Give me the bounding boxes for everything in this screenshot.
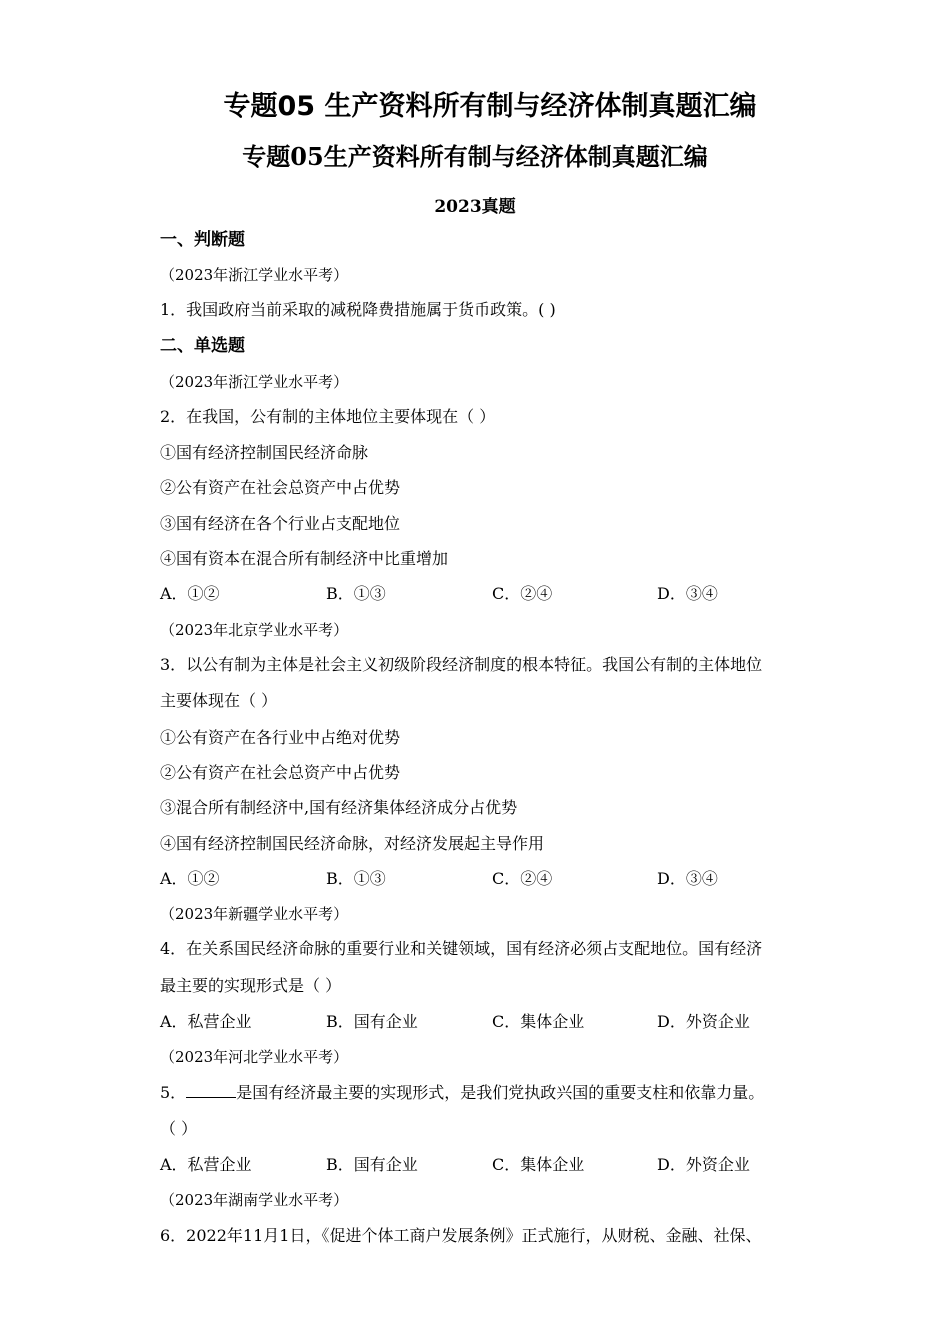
option-c[interactable]: C．②④ (492, 869, 553, 888)
question-2-source: （2023年浙江学业水平考） (160, 373, 349, 391)
sub-title: 专题05生产资料所有制与经济体制真题汇编 (242, 142, 708, 171)
option-a[interactable]: A．①② (160, 869, 220, 888)
option-d[interactable]: D．③④ (657, 869, 718, 888)
option-c[interactable]: C．②④ (492, 584, 553, 603)
question-2-item: ②公有资产在社会总资产中占优势 (160, 478, 401, 497)
option-b[interactable]: B．国有企业 (326, 1155, 418, 1174)
question-1-text: 1．我国政府当前采取的减税降费措施属于货币政策。( ) (160, 300, 556, 319)
option-a[interactable]: A．①② (160, 584, 220, 603)
question-4-source: （2023年新疆学业水平考） (160, 905, 349, 923)
section-heading-single-choice: 二、单选题 (160, 336, 245, 356)
question-1-source: （2023年浙江学业水平考） (160, 266, 349, 284)
question-5-text-cont: （ ） (160, 1119, 198, 1138)
question-3-item: ②公有资产在社会总资产中占优势 (160, 763, 401, 782)
question-3-item: ④国有经济控制国民经济命脉，对经济发展起主导作用 (160, 834, 545, 853)
option-c[interactable]: C．集体企业 (492, 1155, 585, 1174)
option-d[interactable]: D．③④ (657, 584, 718, 603)
question-5-text-body: 是国有经济最主要的实现形式，是我们党执政兴国的重要支柱和依靠力量。 (236, 1083, 765, 1102)
question-4-text-cont: 最主要的实现形式是（ ） (160, 976, 342, 995)
option-c[interactable]: C．集体企业 (492, 1012, 585, 1031)
question-2-item: ④国有资本在混合所有制经济中比重增加 (160, 549, 449, 568)
option-b[interactable]: B．国有企业 (326, 1012, 418, 1031)
question-4-text: 4．在关系国民经济命脉的重要行业和关键领域，国有经济必须占支配地位。国有经济 (160, 939, 763, 958)
question-5-number: 5． (160, 1083, 187, 1102)
option-b[interactable]: B．①③ (326, 584, 386, 603)
question-2-text: 2．在我国，公有制的主体地位主要体现在（ ） (160, 407, 496, 426)
question-3-text-cont: 主要体现在（ ） (160, 691, 278, 710)
year-heading: 2023真题 (434, 197, 516, 217)
question-5-text (160, 1083, 764, 1103)
fill-in-blank[interactable] (186, 1083, 236, 1098)
question-6-source: （2023年湖南学业水平考） (160, 1191, 349, 1209)
main-title: 专题05 生产资料所有制与经济体制真题汇编 (223, 91, 757, 122)
question-5-source: （2023年河北学业水平考） (160, 1048, 349, 1066)
option-b[interactable]: B．①③ (326, 869, 386, 888)
question-3-item: ①公有资产在各行业中占绝对优势 (160, 728, 401, 747)
option-d[interactable]: D．外资企业 (657, 1155, 750, 1174)
question-3-item: ③混合所有制经济中,国有经济集体经济成分占优势 (160, 798, 518, 817)
question-3-text: 3．以公有制为主体是社会主义初级阶段经济制度的根本特征。我国公有制的主体地位 (160, 655, 763, 674)
question-2-item: ①国有经济控制国民经济命脉 (160, 443, 369, 462)
section-heading-judgment: 一、判断题 (160, 230, 245, 250)
question-3-source: （2023年北京学业水平考） (160, 621, 349, 639)
question-2-item: ③国有经济在各个行业占支配地位 (160, 514, 401, 533)
option-d[interactable]: D．外资企业 (657, 1012, 750, 1031)
option-a[interactable]: A．私营企业 (160, 1155, 252, 1174)
option-a[interactable]: A．私营企业 (160, 1012, 252, 1031)
question-6-text: 6．2022年11月1日，《促进个体工商户发展条例》正式施行，从财税、金融、社保、 (160, 1226, 762, 1245)
